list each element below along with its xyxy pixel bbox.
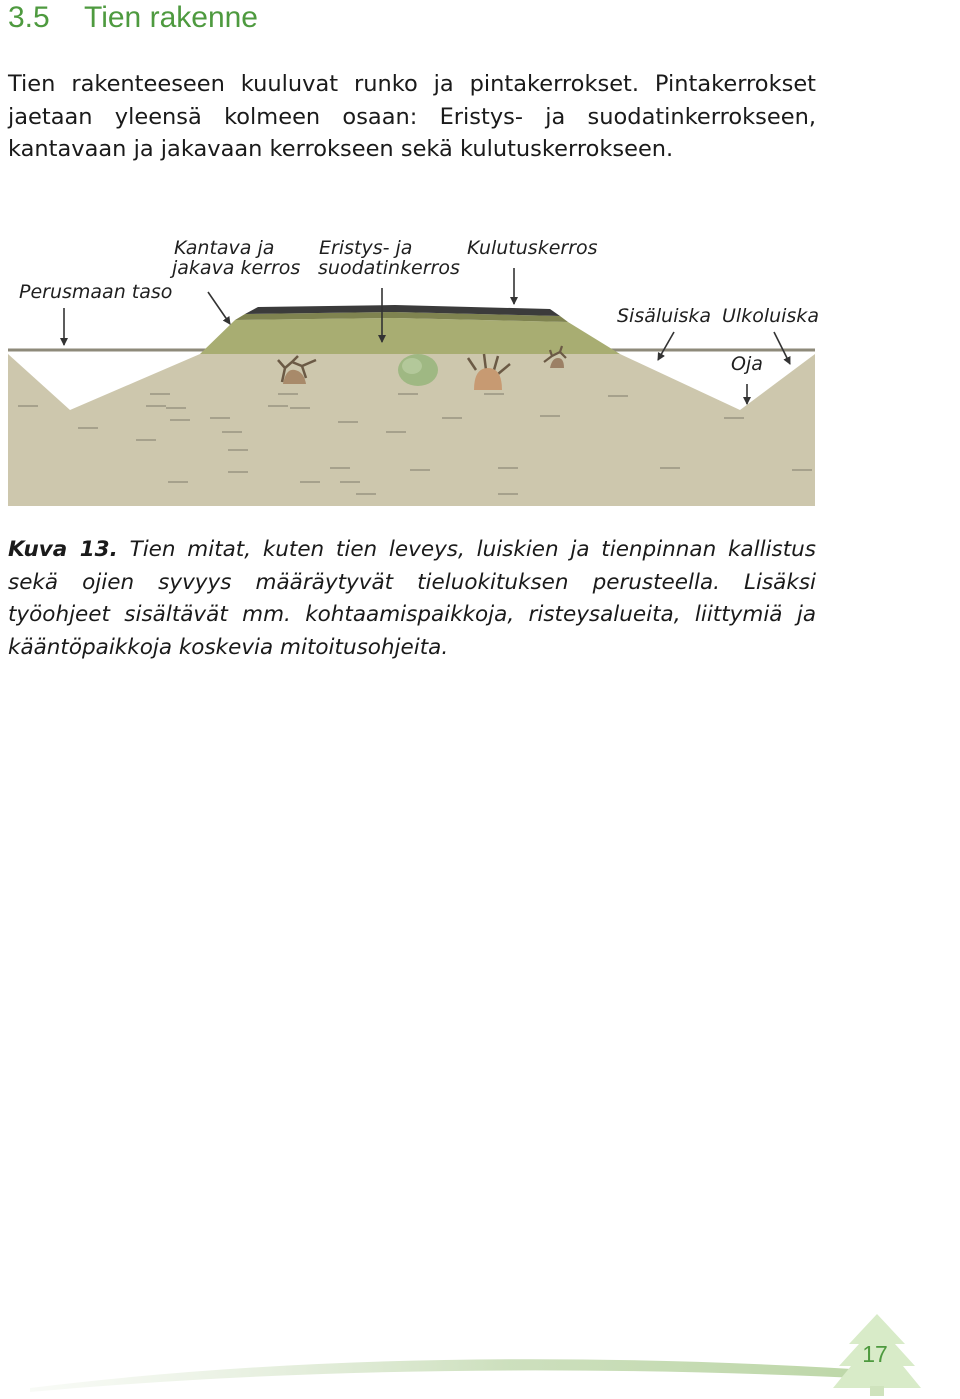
- section-title: Tien rakenne: [84, 1, 258, 34]
- label-perusmaan-taso: Perusmaan taso: [19, 281, 173, 303]
- label-kantava-line1: Kantava ja: [174, 237, 275, 259]
- section-number: 3.5: [8, 1, 50, 34]
- arrow-kantava-kerros: [208, 292, 230, 324]
- label-ulkoluiska: Ulkoluiska: [722, 305, 819, 327]
- arrow-ulkoluiska: [774, 332, 790, 364]
- section-heading: [8, 0, 258, 36]
- label-kulutuskerros: Kulutuskerros: [467, 237, 598, 259]
- footer-decoration: [0, 1300, 960, 1399]
- caption-text: Tien mitat, kuten tien leveys, luiskien ja tienpinnan kallistus sekä ojien syvyys määräytyvät tieluokituksen perusteella. Lisäksi työohjeet sisältävät mm. kohtaamispaikkoja, risteysalueita, liittymiä ja kääntöpaikkoja koskevia mitoitusohjeita.: [8, 537, 816, 660]
- arrow-sisaluiska: [658, 332, 674, 360]
- caption-label: Kuva 13.: [8, 537, 118, 562]
- label-eristys-line2: suodatinkerros: [318, 257, 460, 279]
- label-kantava-line2: jakava kerros: [172, 257, 301, 279]
- label-eristys-line1: Eristys- ja: [319, 237, 413, 259]
- footer-swoosh: [30, 1359, 900, 1392]
- intro-paragraph: Tien rakenteeseen kuuluvat runko ja pintakerrokset. Pintakerrokset jaetaan yleensä kolmeen osaan: Eristys- ja suodatinkerrokseen, kantavaan ja jakavaan kerrokseen sekä kulutuskerrokseen.: [8, 71, 816, 162]
- page-number: 17: [862, 1341, 888, 1367]
- label-oja: Oja: [731, 353, 763, 375]
- filter-layer: [200, 318, 620, 354]
- bush-icon: [398, 354, 438, 386]
- road-structure-figure: [0, 228, 830, 513]
- figure-caption: [8, 534, 816, 664]
- label-sisaluiska: Sisäluiska: [617, 305, 712, 327]
